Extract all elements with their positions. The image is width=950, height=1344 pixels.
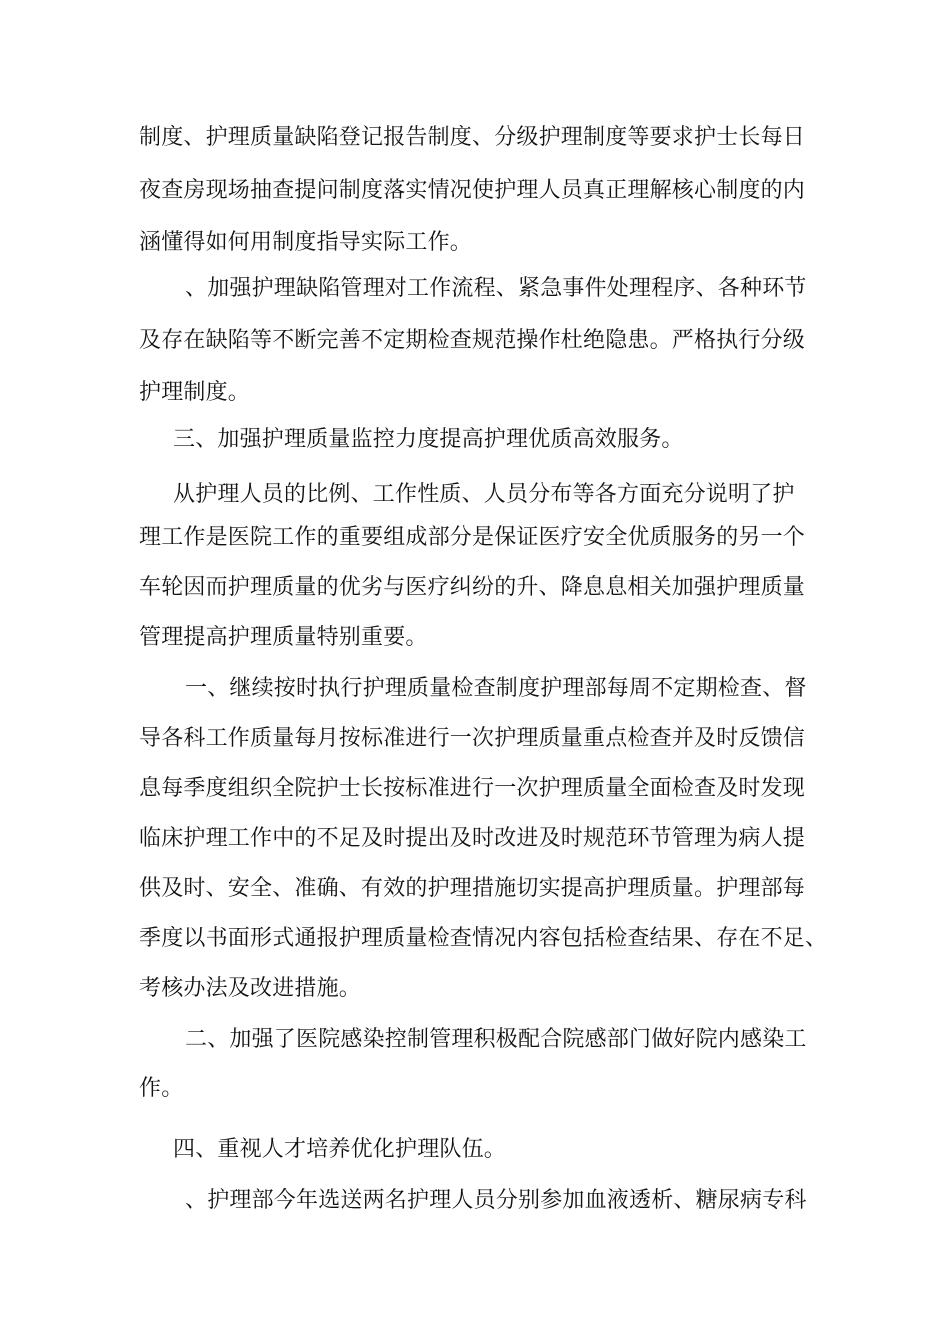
text-line: 息每季度组织全院护士长按标准进行一次护理质量全面检查及时发现 bbox=[139, 776, 806, 801]
text-line: 导各科工作质量每月按标准进行一次护理质量重点检查并及时反馈信 bbox=[139, 726, 806, 751]
text-line: 夜查房现场抽查提问制度落实情况使护理人员真正理解核心制度的内 bbox=[139, 178, 806, 203]
text-line: 、加强护理缺陷管理对工作流程、紧急事件处理程序、各种环节 bbox=[185, 276, 807, 301]
text-line: 临床护理工作中的不足及时提出及时改进及时规范环节管理为病人提 bbox=[139, 826, 806, 851]
text-line: 一、继续按时执行护理质量检查制度护理部每周不定期检查、督 bbox=[185, 676, 807, 701]
text-line: 二、加强了医院感染控制管理积极配合院感部门做好院内感染工 bbox=[185, 1027, 807, 1052]
text-line: 供及时、安全、准确、有效的护理措施切实提高护理质量。护理部每 bbox=[139, 876, 806, 901]
text-line: 考核办法及改进措施。 bbox=[139, 976, 362, 1001]
text-line: 作。 bbox=[139, 1076, 184, 1101]
text-line: 涵懂得如何用制度指导实际工作。 bbox=[139, 230, 473, 255]
text-line: 三、加强护理质量监控力度提高护理优质高效服务。 bbox=[173, 427, 684, 452]
text-line: 及存在缺陷等不断完善不定期检查规范操作杜绝隐患。严格执行分级 bbox=[139, 328, 806, 353]
text-line: 从护理人员的比例、工作性质、人员分布等各方面充分说明了护 bbox=[173, 482, 795, 507]
text-line: 四、重视人才培养优化护理队伍。 bbox=[173, 1137, 507, 1162]
text-line: 理工作是医院工作的重要组成部分是保证医疗安全优质服务的另一个 bbox=[139, 525, 806, 550]
text-line: 制度、护理质量缺陷登记报告制度、分级护理制度等要求护士长每日 bbox=[139, 125, 806, 150]
text-line: 季度以书面形式通报护理质量检查情况内容包括检查结果、存在不足、 bbox=[139, 926, 828, 951]
text-line: 护理制度。 bbox=[139, 380, 251, 405]
text-line: 车轮因而护理质量的优劣与医疗纠纷的升、降息息相关加强护理质量 bbox=[139, 575, 806, 600]
text-line: 、护理部今年选送两名护理人员分别参加血液透析、糖尿病专科 bbox=[185, 1188, 807, 1213]
text-line: 管理提高护理质量特别重要。 bbox=[139, 625, 428, 650]
